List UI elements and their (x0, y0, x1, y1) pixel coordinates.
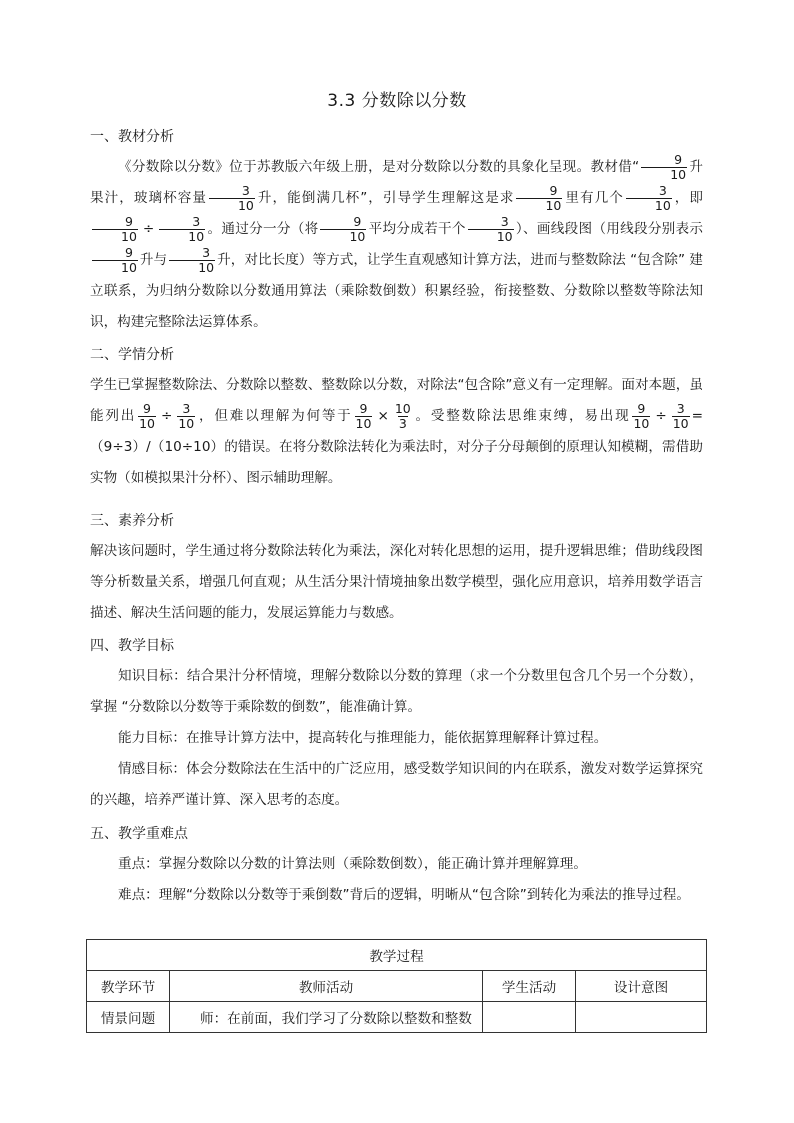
text-run: 平均分成若干个 (368, 221, 466, 237)
fraction: $\frac{3}{10}$ (209, 184, 255, 213)
text-run: ，即 (673, 190, 704, 206)
divide-operator: ÷ (142, 221, 155, 237)
fraction: $\frac{9}{10}$ (355, 400, 372, 431)
fraction: $\frac{9}{10}$ (633, 400, 650, 431)
ability-goal-paragraph: 能力目标：在推导计算方法中，提高转化与推理能力，能依据算理解释计算过程。 (118, 730, 608, 746)
fraction: $\frac{10}{3}$ (394, 400, 411, 431)
multiply-operator: × (377, 408, 389, 424)
fraction: $\frac{9}{10}$ (320, 215, 366, 244)
column-header: 学生活动 (483, 971, 576, 1002)
page-title: 3.3 分数除以分数 (327, 91, 467, 111)
column-header: 教学环节 (87, 971, 170, 1002)
fraction: $\frac{3}{10}$ (159, 215, 205, 244)
column-header: 设计意图 (576, 971, 707, 1002)
section-heading-key-difficult-points: 五、教学重难点 (90, 826, 188, 842)
section-heading-teaching-goals: 四、教学目标 (90, 638, 174, 654)
divide-operator: ÷ (160, 408, 173, 424)
section-heading-learner-analysis: 二、学情分析 (90, 347, 174, 363)
fraction: $\frac{9}{10}$ (92, 246, 138, 275)
fraction: $\frac{9}{10}$ (516, 184, 562, 213)
text-run: 。受整数除法思维束缚，易出现 (413, 408, 631, 424)
fraction: $\frac{3}{10}$ (626, 184, 672, 213)
fraction: $\frac{9}{10}$ (92, 215, 138, 244)
textbook-analysis-paragraph (90, 152, 703, 338)
emotion-goal-paragraph: 情感目标：体会分数除法在生活中的广泛应用，感受数学知识间的内在联系，激发对数学运算探究的兴趣，培养严谨计算、深入思考的态度。 (90, 761, 703, 808)
text-run: 升，能倒满几杯”，引导学生理解这是求 (256, 190, 515, 206)
text-run: 里有几个 (564, 190, 624, 206)
fraction: $\frac{9}{10}$ (641, 153, 687, 182)
text-run: =（9÷3）/（10÷10）的错误。在将分数除法转化为乘法时，对分子分母颠倒的原理认知模糊，需借助实物（如模拟果汁分杯）、图示辅助理解。 (90, 408, 704, 486)
teaching-process-table (86, 939, 707, 1033)
table-row (87, 1002, 707, 1033)
section-heading-literacy-analysis: 三、素养分析 (90, 513, 174, 529)
stage-cell: 情景问题 (87, 1002, 170, 1033)
fraction: $\frac{3}{10}$ (468, 215, 514, 244)
teacher-activity-cell: 师：在前面，我们学习了分数除以整数和整数 (170, 1002, 483, 1033)
design-intent-cell (576, 1002, 707, 1033)
divide-operator: ÷ (655, 408, 667, 424)
literacy-analysis-paragraph: 解决该问题时，学生通过将分数除法转化为乘法，深化对转化思想的运用，提升逻辑思维；借助线段图等分析数量关系，增强几何直观；从生活分果汁情境抽象出数学模型，强化应用意识，培养用数学语言描述、解决生活问题的能力，发展运算能力与数感。 (90, 543, 703, 621)
text-run: ，但难以理解为何等于 (197, 408, 353, 424)
table-header-row (87, 971, 707, 1002)
text-run: 学生已掌握整数除法、分数除以整数、整数除以分数，对除法“包含除”意义有一定理解。面对本题，虽能列出 (90, 377, 703, 424)
section-heading-textbook-analysis: 一、教材分析 (90, 129, 174, 145)
text-run: 《分数除以分数》位于苏教版六年级上册，是对分数除以分数的具象化呈现。教材借“ (118, 159, 640, 175)
text-run: 升果汁，玻璃杯容量 (90, 159, 704, 206)
table-caption-row (87, 940, 707, 971)
fraction: $\frac{9}{10}$ (139, 400, 155, 431)
fraction: $\frac{3}{10}$ (178, 400, 195, 431)
text-run: 升与 (139, 252, 168, 268)
key-point-paragraph: 重点：掌握分数除以分数的计算法则（乘除数倒数），能正确计算并理解算理。 (118, 856, 587, 872)
text-run: ）、画线段图（用线段分别表示 (515, 221, 704, 237)
learner-analysis-paragraph (90, 370, 703, 494)
fraction: $\frac{3}{10}$ (672, 400, 689, 431)
table-caption: 教学过程 (87, 940, 707, 971)
knowledge-goal-paragraph: 知识目标：结合果汁分杯情境，理解分数除以分数的算理（求一个分数里包含几个另一个分数），掌握 “分数除以分数等于乘除数的倒数”，能准确计算。 (90, 668, 703, 715)
difficult-point-paragraph: 难点：理解“分数除以分数等于乘倒数”背后的逻辑，明晰从“包含除”到转化为乘法的推导过程。 (118, 887, 690, 903)
column-header: 教师活动 (170, 971, 483, 1002)
text-run: 。通过分一分（将 (207, 221, 319, 237)
student-activity-cell (483, 1002, 576, 1033)
fraction: $\frac{3}{10}$ (169, 246, 215, 275)
text-run: 升，对比长度）等方式，让学生直观感知计算方法，进而与整数除法 “包含除” 建立联系，为归纳分数除以分数通用算法（乘除数倒数）积累经验，衔接整数、分数除以整数等除法知识，构建完整除法运算体系。 (90, 252, 704, 330)
